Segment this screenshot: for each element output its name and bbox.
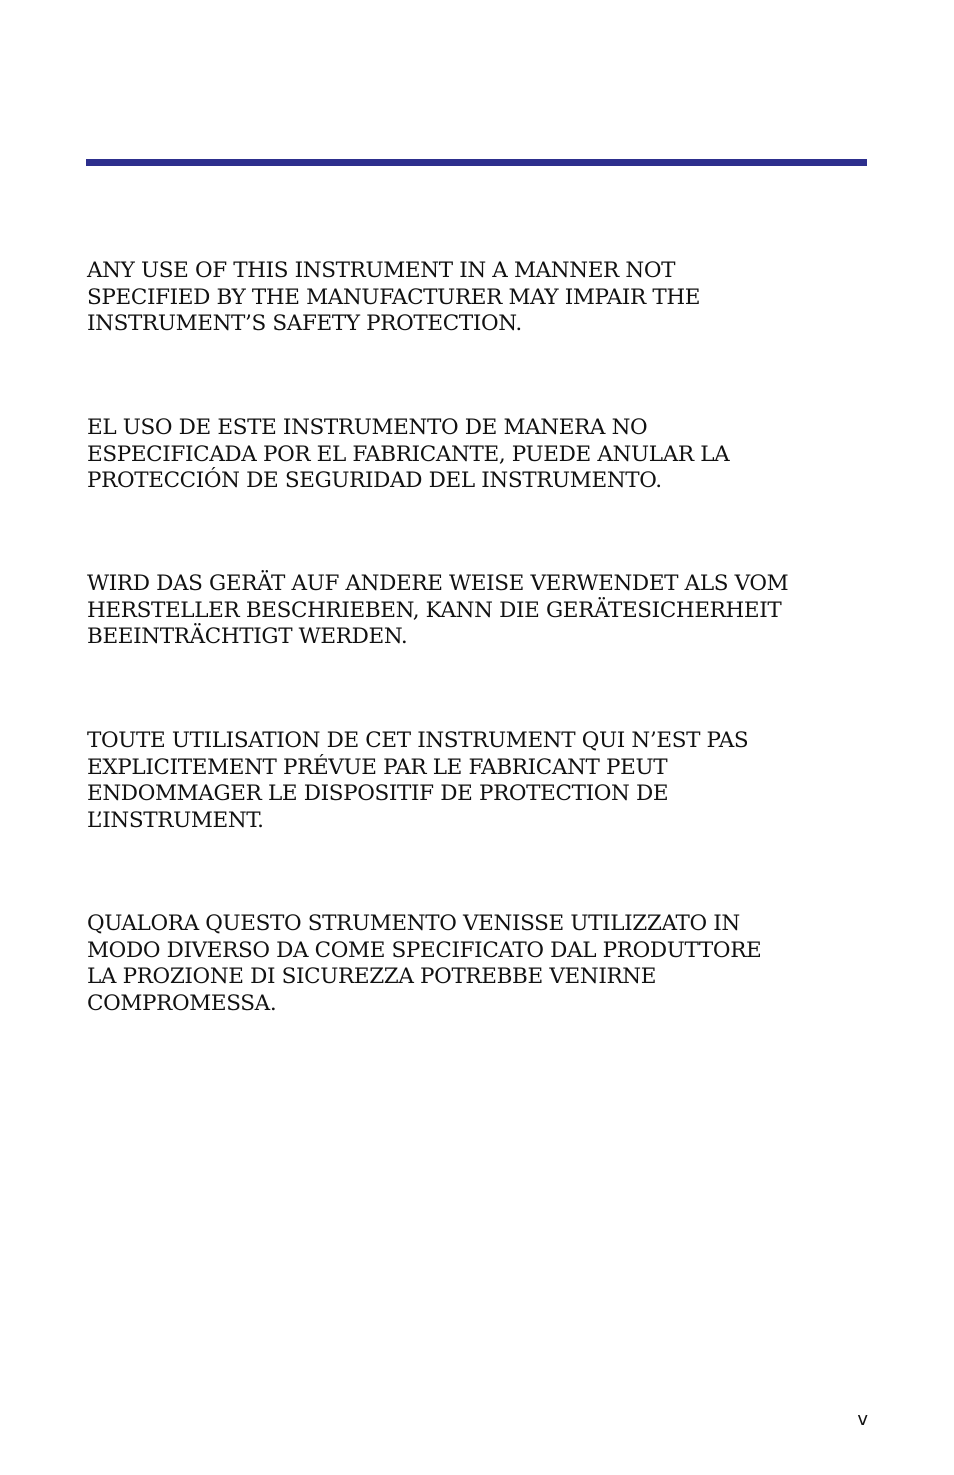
safety-warning-italian: QUALORA QUESTO STRUMENTO VENISSE UTILIZZATO IN MODO DIVERSO DA COME SPECIFICATO DAL PRODUTTORE LA PROZIONE DI SICUREZZA POTREBBE VENIRNE COMPROMESSA. <box>87 911 762 1016</box>
safety-warning-english: ANY USE OF THIS INSTRUMENT IN A MANNER NOT SPECIFIED BY THE MANUFACTURER MAY IMPAIR THE INSTRUMENT’S SAFETY PROTECTION. <box>87 258 701 336</box>
safety-warning-french: TOUTE UTILISATION DE CET INSTRUMENT QUI N’EST PAS EXPLICITEMENT PRÉVUE PAR LE FABRICANT PEUT ENDOMMAGER LE DISPOSITIF DE PROTECTION DE L’INSTRUMENT. <box>87 728 749 833</box>
header-rule <box>86 159 867 166</box>
safety-warning-german: WIRD DAS GERÄT AUF ANDERE WEISE VERWENDET ALS VOM HERSTELLER BESCHRIEBEN, KANN DIE GERÄTESICHERHEIT BEEINTRÄCHTIGT WERDEN. <box>87 571 789 649</box>
page-number: v <box>857 1409 868 1430</box>
safety-warning-spanish: EL USO DE ESTE INSTRUMENTO DE MANERA NO ESPECIFICADA POR EL FABRICANTE, PUEDE ANULAR LA PROTECCIÓN DE SEGURIDAD DEL INSTRUMENTO. <box>87 415 730 493</box>
